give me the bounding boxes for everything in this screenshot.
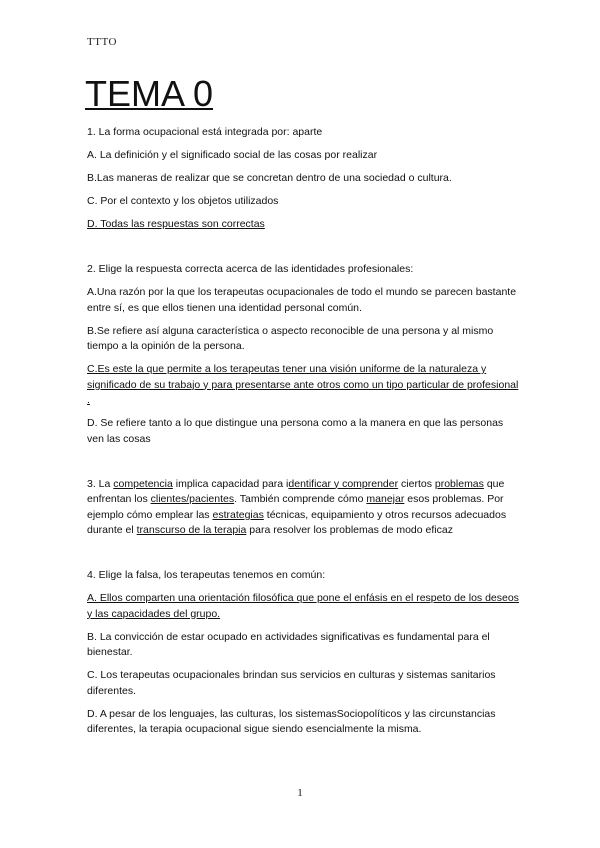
question-4-text: 4. Elige la falsa, los terapeutas tenemos en común: [87, 569, 326, 581]
question-2-option-c-correct: C.Es este la que permite a los terapeutas tener una visión uniforme de la naturaleza y significado de su trabajo y para presentarse ante otros como un tipo particular de profesional . [87, 363, 519, 406]
q3-text-7: técnicas, equipamiento y otros recursos adecuados durante el [87, 508, 507, 536]
document-body [87, 125, 519, 745]
question-2-option-a: A.Una razón por la que los terapeutas ocupacionales de todo el mundo se parecen bastante entre sí, es que ellos tienen una identidad personal común. [87, 286, 517, 314]
question-1-option-c: C. Por el contexto y los objetos utilizados [87, 195, 279, 207]
question-1-text: 1. La forma ocupacional está integrada por: aparte [87, 126, 323, 138]
page-number: 1 [297, 787, 303, 799]
q3-text-8: para resolver los problemas de modo eficaz [246, 524, 453, 536]
question-2-option-b: B.Se refiere así alguna característica o aspecto reconocible de una persona y al mismo tiempo a la opinión de la persona. [87, 324, 494, 352]
q3-underlined-identificar: dentificar y comprender [288, 477, 399, 490]
question-1-option-b: B.Las maneras de realizar que se concretan dentro de una sociedad o cultura. [87, 172, 452, 184]
q3-underlined-problemas: problemas [434, 477, 484, 490]
q3-underlined-estrategias: estrategias [212, 508, 264, 521]
q3-underlined-manejar: manejar [366, 493, 405, 505]
page-title: TEMA 0 [85, 73, 214, 114]
question-2-text: 2. Elige la respuesta correcta acerca de las identidades profesionales: [87, 263, 414, 275]
page-header: TTTO [87, 36, 117, 48]
question-4-option-a-correct: A. Ellos comparten una orientación filosófica que pone el enfásis en el respeto de los deseos y las capacidades del grupo. [87, 592, 519, 620]
question-4-option-b: B. La convicción de estar ocupado en actividades significativas es fundamental para el bienestar. [87, 630, 490, 658]
question-1-option-d-correct: D. Todas las respuestas son correctas [87, 218, 265, 230]
q3-underlined-clientes: clientes/pacientes [150, 493, 235, 505]
question-3-text [87, 477, 519, 539]
q3-text-1: 3. La [87, 477, 114, 490]
question-4-option-d: D. A pesar de los lenguajes, las culturas, los sistemasSociopolíticos y las circunstancias diferentes, la terapia ocupacional sigue siendo esencialmente la misma. [87, 707, 496, 735]
question-2-option-d: D. Se refiere tanto a lo que distingue una persona como a la manera en que las personas ven las cosas [87, 417, 504, 445]
question-1 [87, 125, 519, 233]
q3-text-2: implica capacidad para i [172, 477, 289, 490]
q3-underlined-transcurso: transcurso de la terapia [136, 524, 247, 536]
question-1-option-a: A. La definición y el significado social de las cosas por realizar [87, 149, 378, 161]
q3-text-3: ciertos [398, 477, 435, 490]
question-4-option-c: C. Los terapeutas ocupacionales brindan sus servicios en culturas y sistemas sanitarios diferentes. [87, 669, 496, 697]
q3-text-6: esos problemas. Por ejemplo cómo emplear las [87, 493, 504, 521]
question-3 [87, 477, 519, 539]
q3-underlined-competencia: competencia [113, 477, 173, 490]
q3-text-4: que enfrentan los [87, 477, 505, 505]
question-2 [87, 262, 519, 447]
question-4 [87, 568, 519, 738]
q3-text-5: . También comprende cómo [234, 493, 367, 505]
